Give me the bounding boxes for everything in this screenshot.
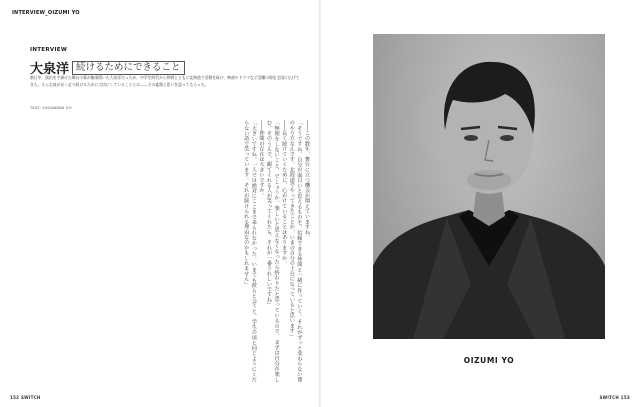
- running-head: INTERVIEW_OIZUMI YO: [12, 10, 80, 16]
- body-paragraph: 「無理をしないこと、でしょうか。楽しいと思えなくなったら終わりだと思っているので、まずは自分が楽しむ。そのうえで、観てくれる人が笑ってくれたら、それが一番うれしいですね」: [266, 120, 280, 382]
- body-paragraph: ――この数年、舞台に立つ機会が増えていますね。: [304, 120, 310, 240]
- right-page: [320, 0, 640, 407]
- body-paragraph: ――長く続けていくために、心がけていることはありますか。: [281, 120, 288, 266]
- photo-caption: OIZUMI YO: [463, 356, 515, 365]
- page-number-right: SWITCH 153: [599, 395, 630, 400]
- portrait-photo: [373, 34, 605, 339]
- page-number-left: 152 SWITCH: [10, 395, 41, 400]
- article-body: [30, 120, 310, 382]
- lead-text: 朝日中、演出を手掛けた舞台の幕が無事開いた大泉洋だったが、中学生時代から仲間とともに北海道で活動を続け、映画やドラマなど活躍の場を全国に広げてきた。そんな彼が長く走り続けるために大切にしていることとは――その素顔と思いを語ってもらった。: [30, 75, 300, 87]
- body-paragraph: 「大きいですね。一人では絶対にここまで来られなかった。いまでも彼らと会うと、学生の頃と同じようにくだらない話で笑っています。それが続けられる理由なのかもしれません」: [243, 120, 257, 382]
- section-label: INTERVIEW: [30, 47, 68, 53]
- credit-line: TEXT: SUGAWARA GO: [30, 106, 72, 110]
- title-theme: 続けるためにできること: [72, 61, 185, 75]
- title-name: 大泉洋: [30, 62, 70, 77]
- body-paragraph: ――仲間の存在は大きいですか。: [258, 120, 265, 198]
- portrait-illustration: [373, 34, 605, 339]
- body-paragraph: 「そうですね。自分が面白いと思えるものを、信頼できる仲間と一緒に作っていく。それがずっと変わらない僕のやり方なんです。北海道でやってきたことが、いまの自分の土台になっていると思います」: [288, 120, 303, 382]
